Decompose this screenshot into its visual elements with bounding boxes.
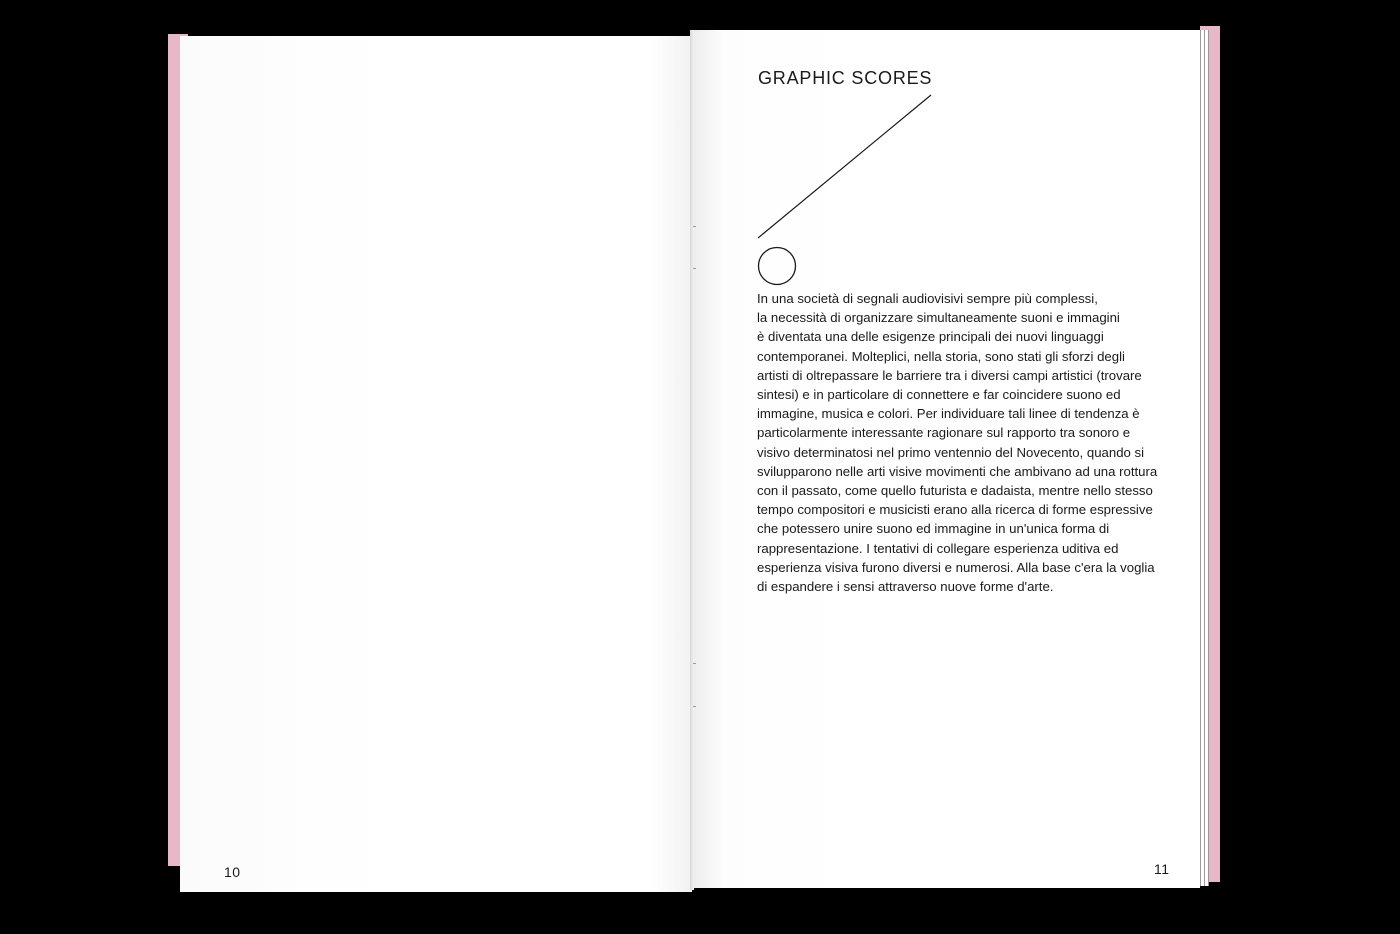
- body-line: tempo compositori e musicisti erano alla ricerca di forme espressive: [757, 502, 1153, 518]
- body-line: con il passato, come quello futurista e dadaista, mentre nello stesso: [757, 483, 1153, 499]
- body-line: di espandere i sensi attraverso nuove forme d'arte.: [757, 579, 1054, 595]
- body-line: particolarmente interessante ragionare sul rapporto tra sonoro e: [757, 425, 1131, 441]
- page-number-right: 11: [1154, 861, 1170, 877]
- body-line: contemporanei. Molteplici, nella storia, sono stati gli sforzi degli: [757, 348, 1125, 364]
- body-line: visivo determinatosi nel primo ventennio del Novecento, quando si: [757, 444, 1145, 460]
- body-line: svilupparono nelle arti visive movimenti che ambivano ad una rottura: [757, 463, 1158, 479]
- body-line: rappresentazione. I tentativi di collegare esperienza uditiva ed: [757, 540, 1119, 556]
- line-and-circle-graphic: [750, 88, 940, 288]
- body-paragraph: [757, 289, 1187, 596]
- body-line: è diventata una delle esigenze principali dei nuovi linguaggi: [757, 329, 1104, 345]
- left-page: [180, 36, 692, 892]
- body-line: esperienza visiva furono diversi e numerosi. Alla base c'era la voglia: [757, 559, 1155, 575]
- page-tick-mark: [693, 706, 696, 707]
- body-line: immagine, musica e colori. Per individuare tali linee di tendenza è: [757, 406, 1140, 422]
- body-line: la necessità di organizzare simultaneamente suoni e immagini: [757, 310, 1120, 326]
- body-line: artisti di oltrepassare le barriere tra i diversi campi artistici (trovare: [757, 367, 1142, 383]
- page-tick-mark: [693, 268, 696, 269]
- page-tick-mark: [693, 226, 696, 227]
- diagonal-line: [758, 95, 931, 238]
- book-gutter: [690, 30, 694, 890]
- circle-shape: [759, 248, 796, 285]
- body-line: In una società di segnali audiovisivi sempre più complessi,: [757, 291, 1098, 306]
- body-line: sintesi) e in particolare di connettere e far coincidere suono ed: [757, 387, 1121, 403]
- body-line: che potessero unire suono ed immagine in un'unica forma di: [757, 521, 1110, 537]
- page-tick-mark: [693, 663, 696, 664]
- section-heading: GRAPHIC SCORES: [758, 68, 933, 88]
- page-number-left: 10: [224, 864, 241, 880]
